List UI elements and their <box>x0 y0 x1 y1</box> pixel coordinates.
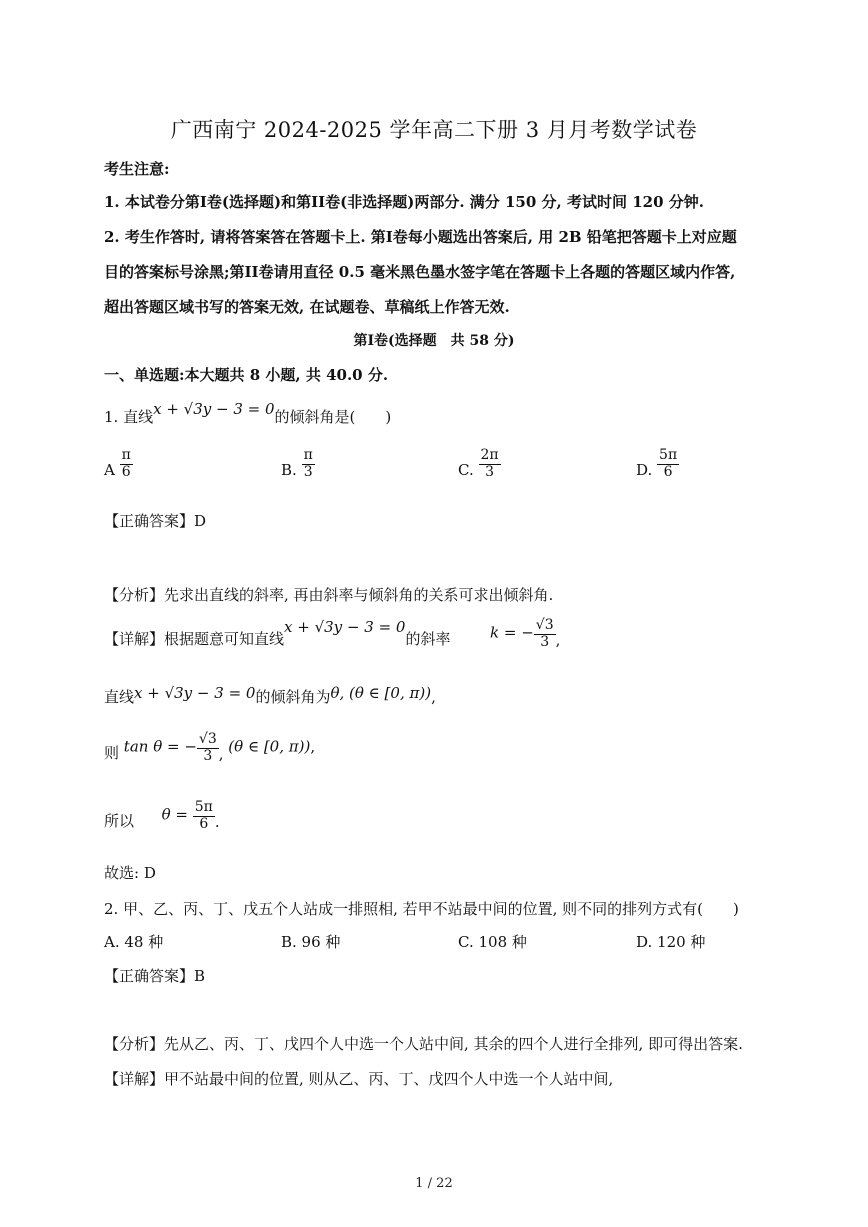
q1-line2-equation: x + √3y − 3 = 0 <box>134 684 256 702</box>
q1-answer: 【正确答案】D <box>104 512 207 530</box>
q1-option-d-den: 6 <box>657 464 679 479</box>
q1-theta-range: θ, (θ ∈ [0, π)) <box>330 684 432 702</box>
q1-option-c <box>458 448 501 479</box>
q1-detail-line-4: 所以 θ = $\frac{5\pi}{6}$ . <box>104 799 220 832</box>
page-title: 广西南宁 2024-2025 学年高二下册 3 月月考数学试卷 <box>170 118 698 142</box>
q2-detail: 【详解】甲不站最中间的位置, 则从乙、丙、丁、戊四个人中选一个人站中间, <box>104 1070 614 1088</box>
q1-option-b-num: π <box>303 447 313 463</box>
q1-theta-num: 5π <box>194 799 213 815</box>
q2-option-c: C. 108 种 <box>458 933 527 951</box>
q2-option-a: A. 48 种 <box>104 933 164 951</box>
q1-option-a-num: π <box>121 447 131 463</box>
q1-tan-den: 3 <box>197 748 219 763</box>
q2-option-b: B. 96 种 <box>281 933 341 951</box>
q1-option-d-num: 5π <box>659 447 678 463</box>
notice-heading: 考生注意: <box>104 160 170 178</box>
q1-tan-range: (θ ∈ [0, π)) <box>228 737 311 756</box>
notice-item-1: 1. 本试卷分第I卷(选择题)和第II卷(非选择题)两部分. 满分 150 分, 考试时间 120 分钟. <box>104 193 704 211</box>
part-title: 一、单选题:本大题共 8 小题, 共 40.0 分. <box>104 366 389 384</box>
q1-suffix: 的倾斜角是( ) <box>274 408 392 426</box>
q1-option-b-label: B. <box>281 461 297 479</box>
q2-analysis: 【分析】先从乙、丙、丁、戊四个人中选一个人站中间, 其余的四个人进行全排列, 即可得出答案. <box>104 1035 743 1053</box>
q1-choose: 故选: D <box>104 864 156 882</box>
q1-k-num: √3 <box>535 617 554 633</box>
page-number: 1 / 22 <box>415 1176 453 1191</box>
q1-k-den: 3 <box>534 634 556 649</box>
volume-title: 第I卷(选择题 共 58 分) <box>353 333 515 349</box>
q1-option-b <box>281 448 315 479</box>
q1-tan-lhs: tan θ = − <box>123 737 197 756</box>
q1-option-a <box>104 448 133 479</box>
q1-option-d <box>636 448 679 479</box>
q1-tan-num: √3 <box>198 731 217 747</box>
q2-option-d: D. 120 种 <box>636 933 706 951</box>
q1-analysis: 【分析】先求出直线的斜率, 再由斜率与倾斜角的关系可求出倾斜角. <box>104 586 554 604</box>
notice-item-2-line-1: 2. 考生作答时, 请将答案答在答题卡上. 第I卷每小题选出答案后, 用 2B 铅笔把答题卡上对应题 <box>104 228 737 246</box>
q1-line2-prefix: 直线 <box>104 688 135 706</box>
q1-detail-line-1: 【详解】根据题意可知直线x + √3y − 3 = 0的斜率 k = − $\frac{√3}{3}$ , <box>104 617 561 650</box>
q1-option-c-num: 2π <box>480 447 499 463</box>
q1-option-b-den: 3 <box>302 464 315 479</box>
q1-option-c-label: C. <box>458 461 474 479</box>
q1-then-label: 则 <box>104 744 120 762</box>
question-2-stem: 2. 甲、乙、丙、丁、戊五个人站成一排照相, 若甲不站最中间的位置, 则不同的排列方式有( ) <box>104 900 739 918</box>
q1-line2-mid: 的倾斜角为 <box>255 688 331 706</box>
question-1-stem <box>104 400 392 427</box>
q1-theta-lhs: θ = <box>161 805 188 824</box>
q1-detail-line-2: 直线x + √3y − 3 = 0的倾斜角为θ, (θ ∈ [0, π)), <box>104 684 436 706</box>
q1-detail-prefix: 【详解】根据题意可知直线 <box>104 630 285 648</box>
q1-theta-den: 6 <box>193 816 215 831</box>
q1-k-lhs: k = − <box>490 623 534 642</box>
q1-so-label: 所以 <box>104 812 135 830</box>
q1-detail-mid: 的斜率 <box>405 630 451 648</box>
q1-detail-line-3: 则 tan θ = − $\frac{√3}{3}$ , (θ ∈ [0, π)), <box>104 731 316 764</box>
notice-item-2-line-2: 目的答案标号涂黑;第II卷请用直径 0.5 毫米黑色墨水签字笔在答题卡上各题的答题区域内作答, <box>104 263 736 281</box>
q1-detail-equation: x + √3y − 3 = 0 <box>284 617 406 636</box>
q1-option-d-label: D. <box>636 461 653 479</box>
q1-equation: x + √3y − 3 = 0 <box>153 400 275 418</box>
q1-prefix: 1. 直线 <box>104 408 154 426</box>
notice-item-2-line-3: 超出答题区域书写的答案无效, 在试题卷、草稿纸上作答无效. <box>104 298 510 316</box>
q1-option-a-den: 6 <box>120 464 133 479</box>
q1-option-a-label: A <box>104 461 115 479</box>
q2-answer: 【正确答案】B <box>104 967 206 985</box>
q1-option-c-den: 3 <box>479 464 501 479</box>
